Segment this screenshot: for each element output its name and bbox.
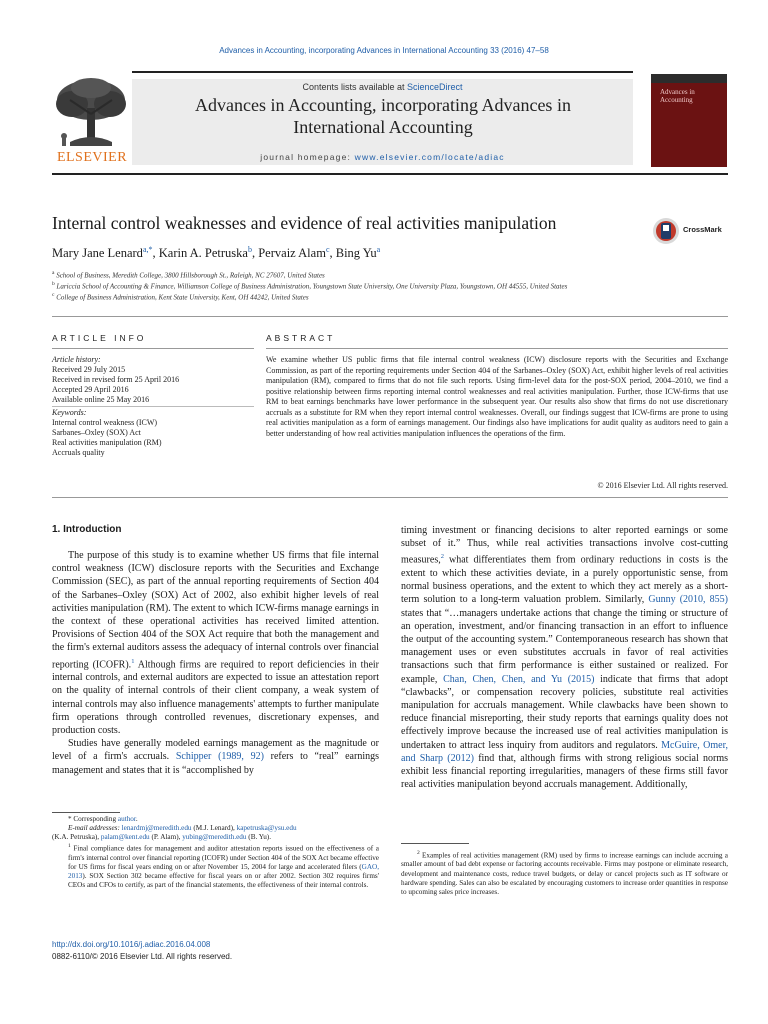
keywords-label: Keywords: [52, 408, 87, 417]
body-paragraph [401, 524, 728, 791]
footnote-rule [52, 812, 120, 813]
body-text: indicate that firms that adopt “clawbacks”, or compensation recovery policies, substitute real activities manipulation for accruals management. While clawbacks have been shown to reduce financial misreporting, their study reports that earnings quality does not effectively improve because the increased use of real activities manipulation is undertaken to attract less inquiry from auditors and regulators. [401, 673, 729, 751]
section-divider [52, 316, 728, 317]
sciencedirect-link[interactable]: ScienceDirect [407, 82, 463, 92]
homepage-prefix: journal homepage: [260, 152, 355, 162]
affiliation-label: a [52, 270, 55, 276]
body-text: what differentiates them from ordinary reductions in costs is the extent to which these activities deviate, in a purely opportunistic sense, from normal business operations, and the extent to which they act merely as a short-term solution to a long-term valuation problem. Similarly, [401, 554, 728, 606]
footnote-number: 1 [68, 843, 71, 850]
footnote-number: 2 [417, 850, 420, 856]
corresponding-mark: * [68, 815, 72, 823]
body-text: Studies have generally modeled earnings management as the magnitude or level of a firm's accruals. [52, 738, 379, 763]
author-affiliation-mark[interactable]: a [376, 245, 381, 254]
affiliation-text: School of Business, Meredith College, 3800 Hillsborough St., Raleigh, NC 27607, United States [56, 271, 325, 280]
email-owner: (K.A. Petruska), [52, 833, 101, 842]
citation-link[interactable]: GAO, 2013 [68, 862, 379, 880]
abstract-rule [266, 348, 728, 349]
history-accepted: Accepted 29 April 2016 [52, 385, 129, 394]
body-text: timing investment or financing decisions to alter reported earnings or some subset of it.” Thus, while real activities transactions involve cost-cutting measures, [401, 525, 728, 566]
footnote-text: Examples of real activities management (RM) used by firms to increase earnings can include accruing a smaller amount of bad debt expense or factoring accounts receivable. Firms may postpone or eliminate research, development and maintenance costs, reduce travel budgets, or delay or cancel projects such as IT software or hardware spending. Sales can also be escalated by encouraging customers to increase order quantities in response to upcoming sales price increases. [401, 851, 728, 896]
footnote-rule [401, 843, 469, 844]
email-link[interactable]: palam@kent.edu [100, 833, 150, 842]
author-name[interactable]: Pervaiz Alam [258, 246, 326, 261]
article-info-rule [52, 348, 254, 349]
corresponding-author-note: * Corresponding author. [68, 815, 138, 823]
author-name[interactable]: Bing Yu [335, 246, 377, 261]
crossmark-badge[interactable] [652, 217, 727, 245]
cover-top-band [651, 74, 727, 83]
body-text: refers to “real” earnings management and states that it is “accomplished by [52, 751, 379, 776]
author-separator: , [251, 246, 259, 261]
keyword: Internal control weakness (ICW) [52, 418, 158, 427]
article-history [52, 355, 252, 405]
journal-title: Advances in Accounting, incorporating Advances in International Accounting [195, 95, 571, 137]
email-label: E-mail addresses: [68, 824, 122, 833]
body-column-right [401, 524, 728, 791]
affiliation-label: c [52, 292, 55, 298]
email-line [52, 833, 379, 842]
history-received: Received 29 July 2015 [52, 365, 126, 374]
header-top-rule [132, 71, 633, 73]
author-name[interactable]: Mary Jane Lenard [52, 246, 143, 261]
body-text: states that “…managers undertake actions that change the timing or structure of an operation, investment, and/or financing transaction in an effort to influence the output of the accounting system.” Contemporaneous research has shown that management uses or even substitutes accruals in favor of real activities transactions such that firm performance is either sustained or realized. For example, [401, 607, 728, 685]
email-owner: (M.J. Lenard), [191, 824, 237, 833]
footnote-1 [52, 842, 379, 890]
section-heading-introduction: 1. Introduction [52, 524, 122, 535]
corresponding-prefix: Corresponding [71, 815, 118, 823]
citation-link[interactable]: McGuire, Omer, and Sharp (2012) [401, 739, 728, 764]
keywords-block [52, 408, 252, 458]
affiliation [52, 281, 567, 290]
abstract-copyright: © 2016 Elsevier Ltd. All rights reserved. [597, 481, 728, 490]
email-link[interactable]: lenardmj@meredith.edu [121, 824, 192, 833]
citation-link[interactable]: Schipper (1989, 92) [175, 751, 264, 763]
article-title: Internal control weaknesses and evidence of real activities manipulation [52, 213, 557, 233]
corresponding-author-link[interactable]: author [117, 815, 136, 823]
citation-link[interactable]: Chan, Chen, Chen, and Yu (2015) [443, 673, 595, 685]
history-revised: Received in revised form 25 April 2016 [52, 375, 180, 384]
article-info-heading: ARTICLE INFO [52, 333, 147, 343]
crossmark-icon [652, 217, 680, 245]
email-owner: (P. Alam), [149, 833, 183, 842]
keyword: Sarbanes–Oxley (SOX) Act [52, 428, 141, 437]
author-separator: , [329, 246, 336, 261]
body-text: find that, although firms with strong religious social norms exhibit less financial reporting irregularities, managers of these firms still favor real activities manipulation beyond accruals management. Additionally, [401, 752, 728, 791]
affiliation [52, 292, 309, 301]
body-paragraph [52, 737, 379, 777]
email-owner: (B. Yu). [246, 833, 271, 842]
history-label: Article history: [52, 355, 101, 364]
email-link[interactable]: yubing@meredith.edu [182, 833, 247, 842]
journal-citation[interactable]: Advances in Accounting, incorporating Advances in International Accounting 33 (2016) 47–58 [219, 46, 549, 55]
journal-cover-thumbnail[interactable] [651, 74, 727, 167]
footnote-text: ). SOX Section 302 became effective for fiscal years on or after 2002. Section 302 requires firms' CEOs and CFOs to certify, as part of the financial statements, the effectiveness of their internal controls. [68, 871, 379, 890]
email-link[interactable]: kapetruska@ysu.edu [236, 824, 297, 833]
affiliation-text: Lariccia School of Accounting & Finance, Williamson College of Business Administration, Youngstown State University, One University Plaza, Youngstown, OH 44555, United States [56, 282, 568, 291]
author-name[interactable]: Karin A. Petruska [158, 246, 248, 261]
footnote-text: Final compliance dates for management and auditor attestation reports issued on the effectiveness of a firm's internal control over financial reporting (ICOFR) under Section 404 of the SOX Act became effective for US firms for fiscal years ending on or after November 15, 2004 for large and accelerated filers ( [68, 844, 379, 871]
keyword: Real activities manipulation (RM) [52, 438, 162, 447]
affiliation-text: College of Business Administration, Kent State University, Kent, OH 44242, United States [56, 293, 309, 302]
affiliation [52, 270, 325, 279]
doi-link[interactable]: http://dx.doi.org/10.1016/j.adiac.2016.04.008 [52, 940, 211, 949]
author-affiliation-mark[interactable]: a,* [142, 245, 153, 254]
footnote-2 [401, 849, 728, 897]
journal-homepage-link[interactable]: www.elsevier.com/locate/adiac [354, 152, 505, 162]
abstract-bottom-rule [52, 497, 728, 498]
abstract-text: We examine whether US public firms that file internal control weakness (ICW) disclosure reports with the Securities and Exchange Commission, as part of the reporting requirements under Section 404 of the Sarbanes–Oxley (SOX) Act, exhibit higher levels of real activities manipulation (RM), compared to firms that do not file such reports. Using firm-level data for the post-SOX period, 2004–2010, we find a positive relationship between firms reporting internal control weaknesses and real activities manipulation. Further, those ICW-firms that use RM to beat earnings benchmarks have lower performance in the subsequent year. Our results also show that firms do not use discretionary accruals as a substitute for RM when they report internal control weaknesses. Overall, our findings suggest that ICW-firms are prone to using real activities manipulation as a form of earnings management. Our findings also have implications for audit quality as auditors need to gain a better understanding of how real activities manipulation influences the operations of the firm. [266, 355, 728, 438]
header-bottom-rule [52, 173, 728, 175]
history-online: Available online 25 May 2016 [52, 395, 150, 404]
citation-link[interactable]: Gunny (2010, 855) [648, 594, 729, 606]
affiliation-label: b [52, 281, 55, 287]
body-text: Although firms are required to report deficiencies in their internal controls, and external auditors are expected to issue an attestation report on the quality of internal controls of their client company, a weak system of internal controls may also influence managements' attempts to further manipulate firm operations through controlled revenues, discretionary expenses, and production costs. [52, 658, 379, 736]
body-column-left [52, 549, 379, 777]
author-separator: , [152, 246, 159, 261]
cover-title: Advances in Accounting [660, 88, 695, 104]
keywords-rule [52, 406, 254, 407]
author-affiliation-mark[interactable]: b [247, 245, 252, 254]
author-affiliation-mark[interactable]: c [325, 245, 330, 254]
author-list [52, 245, 380, 261]
crossmark-label: CrossMark [683, 225, 722, 234]
elsevier-wordmark: ELSEVIER [56, 150, 128, 165]
keyword: Accruals quality [52, 448, 105, 457]
body-text: The purpose of this study is to examine whether US firms that file internal control weakness (ICW) disclosure reports with the Securities and Exchange Commission (SEC), as part of the annual reporting requirements of Section 404 of the Sarbanes–Oxley (SOX) Act of 2002, also exhibit higher levels of real activities manipulation (RM). The extent to which ICW-firms manage earnings in the context of these operational activities has received limited attention. Provisions of Section 404 of the SOX Act require that both the management and the firm's external auditors assess the adequacy of internal controls over financial reporting (ICOFR). [52, 550, 379, 670]
footnotes-left [52, 815, 379, 890]
journal-homepage-line [132, 152, 633, 162]
email-line [52, 824, 379, 833]
abstract-heading: ABSTRACT [266, 333, 336, 343]
contents-line [132, 82, 633, 92]
body-paragraph [52, 549, 379, 737]
footnote-ref[interactable]: 1 [131, 657, 135, 665]
issn-line: 0882-6110/© 2016 Elsevier Ltd. All rights reserved. [52, 952, 233, 961]
footnote-ref[interactable]: 2 [440, 553, 444, 561]
contents-prefix: Contents lists available at [302, 82, 408, 92]
